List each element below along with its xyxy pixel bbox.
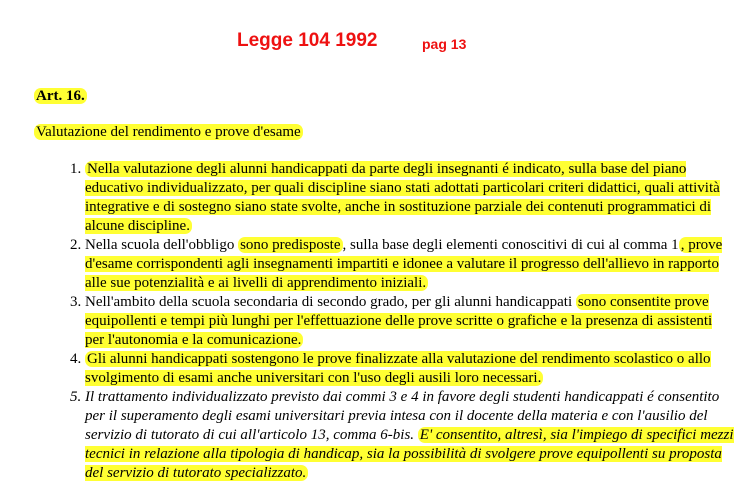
paragraph-5-text: Il trattamento individualizzato previsto dai commi 3 e 4 in favore degli studenti handicappati é consentito per il superamento degli esami universitari previa intesa con il docente della materia e con l'ausilio del servizio di tutorato di cui all'articolo 13, comma 6-bis. (85, 389, 720, 443)
paragraph-2-text-b: , sulla base degli elementi conoscitivi di cui al comma 1 (342, 237, 679, 253)
paragraph-5-highlight: E' consentito, altresì, sia l'impiego di specifici mezzi tecnici in relazione alla tipologia di handicap, sia la possibilità di svolgere prove equipollenti su proposta del servizio di tutorato specializzato. (85, 427, 734, 481)
paragraph-2-highlight-a: sono predisposte (240, 237, 341, 253)
paragraph-3-highlight: sono consentite prove equipollenti e tempi più lunghi per l'effettuazione delle prove scritte o grafiche e la presenza di assistenti per l'autonomia e la comunicazione. (85, 294, 713, 348)
paragraph-4-highlight: Gli alunni handicappati sostengono le prove finalizzate alla valutazione del rendimento scolastico o allo svolgimento di esami anche universitari con l'uso degli ausili loro necessari. (85, 351, 711, 386)
paragraph-4 (85, 350, 735, 388)
article-title (34, 124, 303, 141)
paragraph-2-highlight-b: , prove d'esame corrispondenti agli insegnamenti impartiti e idonee a valutare il progresso dell'allievo in rapporto alle sue potenzialità e ai livelli di apprendimento iniziali. (85, 237, 723, 291)
paragraph-1 (85, 160, 735, 236)
document-header (0, 30, 741, 60)
paragraph-5 (85, 388, 735, 483)
article-number (34, 88, 87, 105)
article-number-text: Art. 16. (36, 88, 85, 104)
paragraph-3-text: Nell'ambito della scuola secondaria di secondo grado, per gli alunni handicappati (85, 294, 576, 310)
law-title: Legge 104 1992 (237, 30, 378, 51)
paragraph-3 (85, 293, 735, 350)
article-title-text: Valutazione del rendimento e prove d'esame (36, 124, 301, 140)
article-paragraphs (45, 160, 735, 483)
paragraph-2-text-a: Nella scuola dell'obbligo (85, 237, 239, 253)
paragraph-1-highlight: Nella valutazione degli alunni handicappati da parte degli insegnanti é indicato, sulla base del piano educativo individualizzato, per quali discipline siano stati adottati particolari criteri didattici, quali attività integrative e di sostegno siano state svolte, anche in sostituzione parziale dei contenuti programmatici di alcune discipline. (85, 161, 720, 234)
page-number: pag 13 (422, 36, 467, 52)
paragraph-2 (85, 236, 735, 293)
